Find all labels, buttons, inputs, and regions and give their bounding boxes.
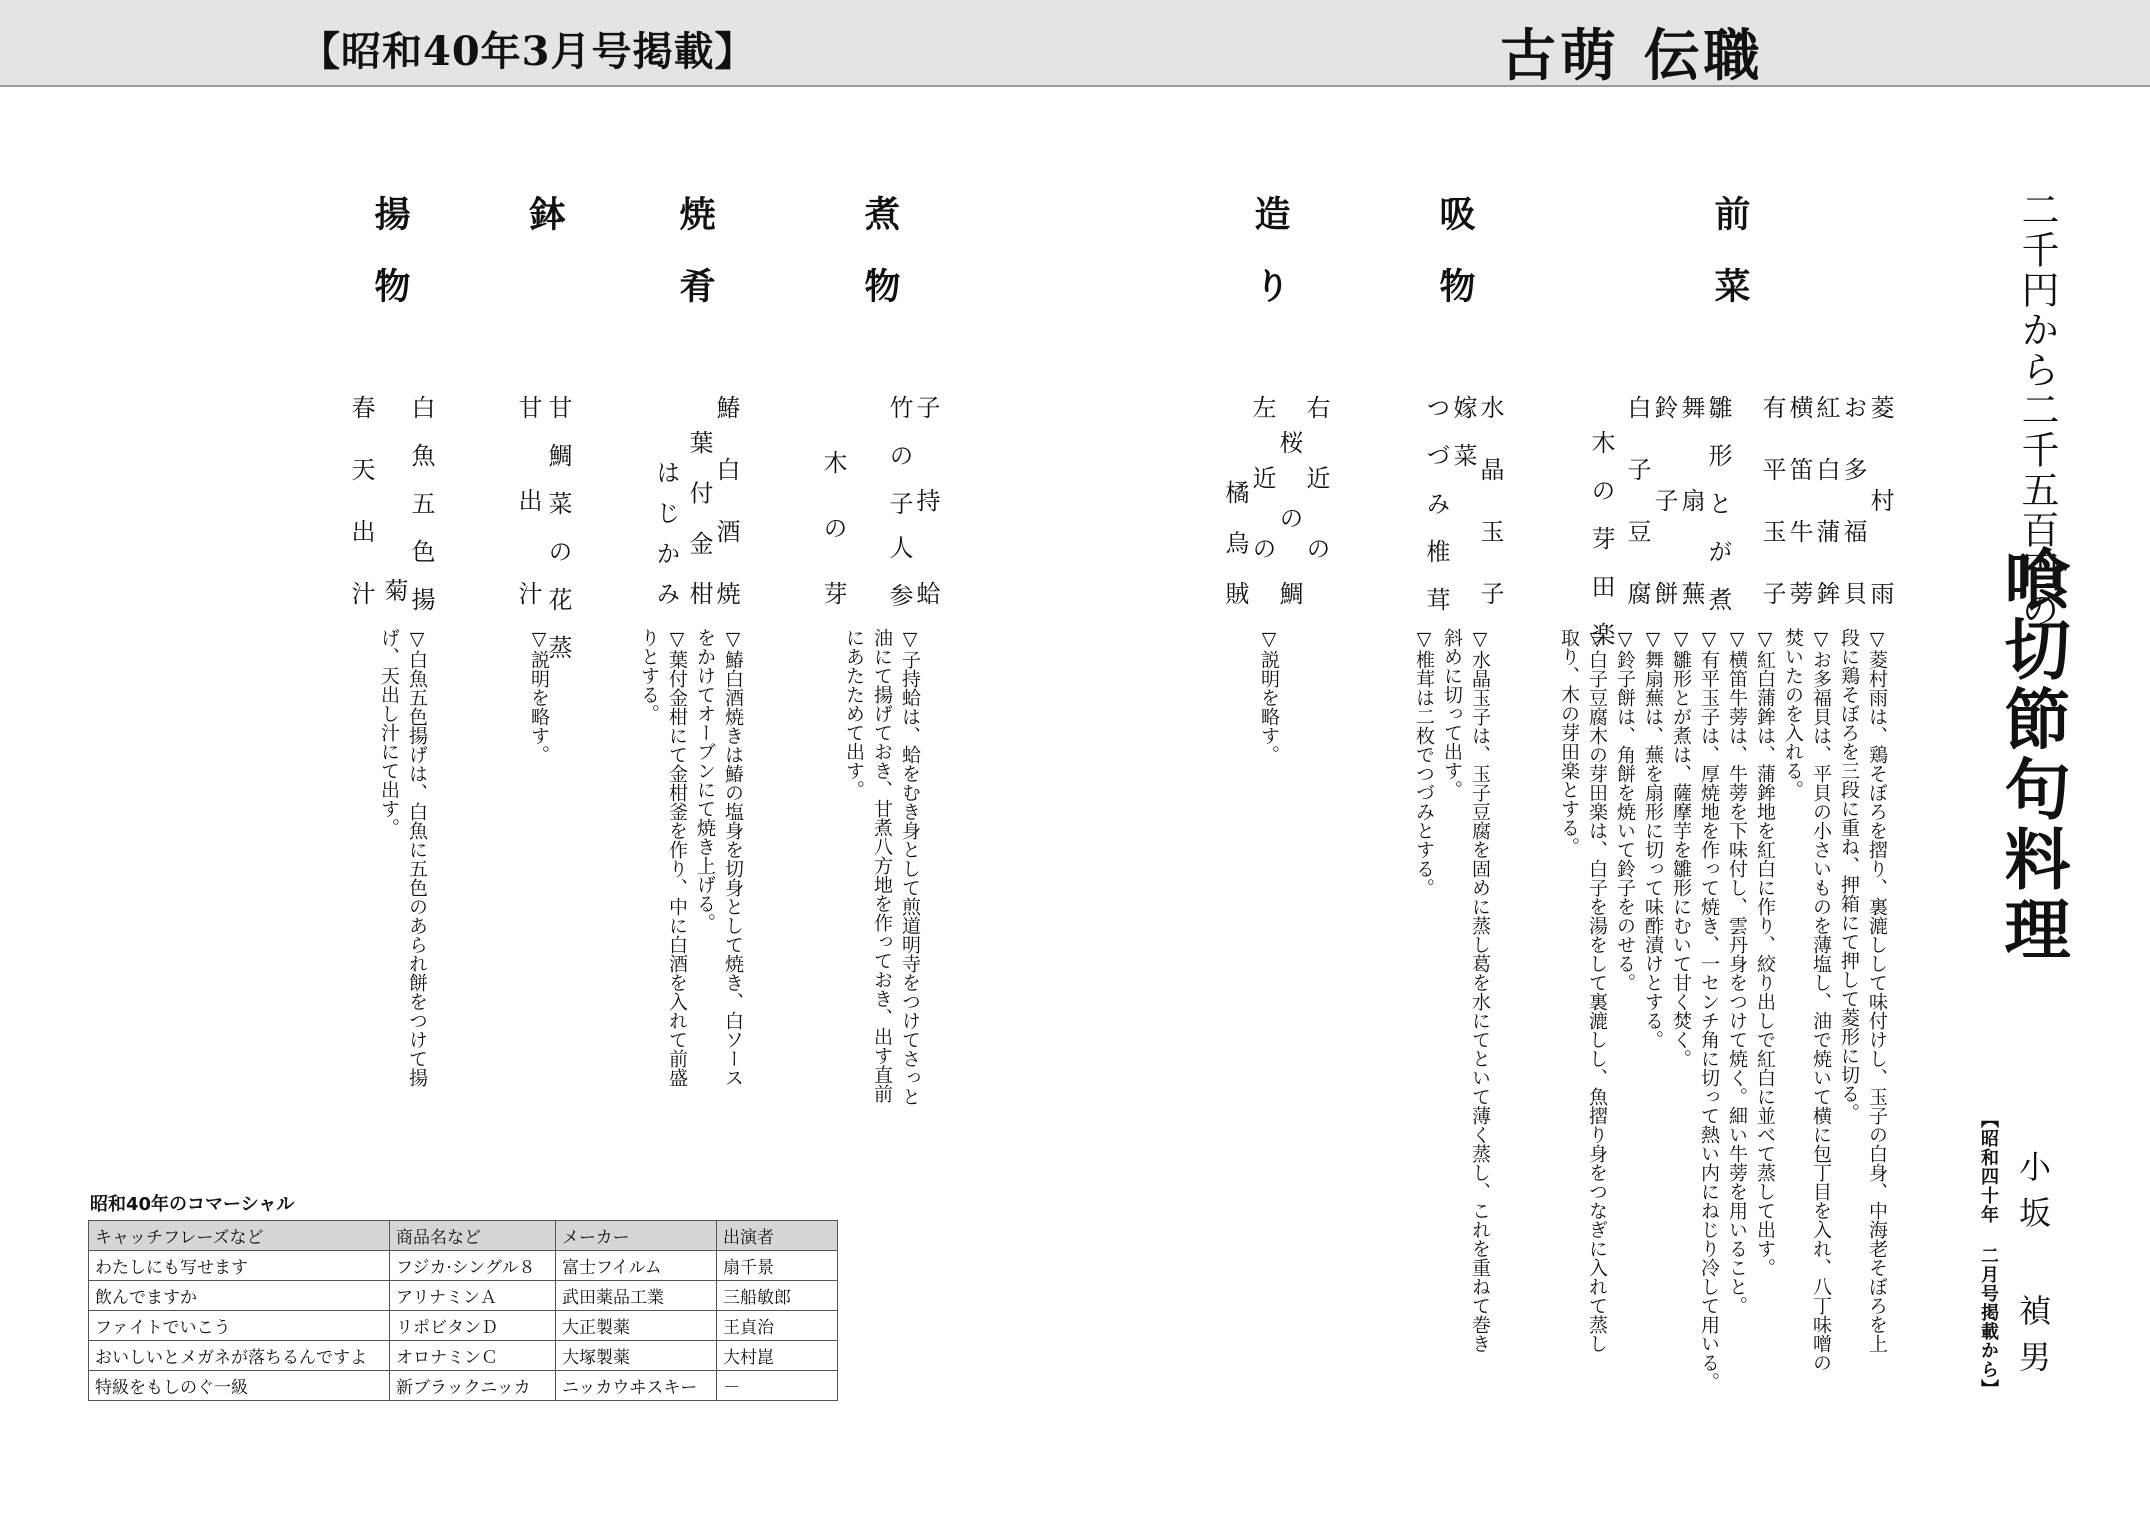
dish-item: 鰆 白 酒 焼 [712, 395, 740, 605]
course-notes: ▽水晶玉子は、玉子豆腐を固めに蒸し葛を水にてといて薄く蒸し、これを重ねて巻き 斜めに切って出す。 ▽椎茸は二枚でつづみとする。 [1413, 628, 1491, 1353]
dish-item: 春 天 出 汁 [347, 395, 375, 605]
table-cell: 大正製薬 [556, 1311, 717, 1341]
course-notes: ▽説明を略す。 [1258, 628, 1280, 764]
course-heading: 鉢 [524, 195, 566, 231]
table-cell: ニッカウヰスキー [556, 1371, 717, 1401]
column-header: キャッチフレーズなど [89, 1221, 390, 1251]
course-notes: ▽説明を略す。 [528, 628, 550, 764]
dish-item: 嫁 菜 [1449, 395, 1477, 467]
course-notes: ▽鰆白酒焼きは鰆の塩身を切身として焼き、白ソース をかけてオーブンにて焼き上げる。 ▽葉付金柑にて金柑釜を作り、中に白酒を入れて前盛 りとする。 [638, 628, 744, 1087]
table-cell: － [717, 1371, 838, 1401]
course-notes: ▽子持蛤は、蛤をむき身として煎道明寺をつけてさっと 油にて揚げておき、甘煮八方地を作っておき、出す直前 にあたためて出す。 [843, 628, 921, 1106]
table-cell: ファイトでいこう [89, 1311, 390, 1341]
table-cell: 扇千景 [717, 1251, 838, 1281]
course-notes: ▽白魚五色揚げは、白魚に五色のあられ餅をつけて揚 げ、天出し汁にて出す。 [378, 628, 428, 1087]
table-cell: オロナミンＣ [390, 1341, 556, 1371]
table-cell: 大塚製薬 [556, 1341, 717, 1371]
course-heading: 煮 物 [859, 195, 901, 303]
article-subtitle: 二千円から二千五百円の [2015, 190, 2059, 630]
dish-item: 舞 扇 蕪 [1677, 395, 1705, 605]
commercials-title: 昭和40年のコマーシャル [90, 1194, 295, 1215]
column-header: 出演者 [717, 1221, 838, 1251]
dish-item: 横 笛 牛 蒡 [1785, 395, 1813, 605]
dish-item: 白 魚 五 色 揚 [407, 395, 435, 611]
table-row [89, 1371, 838, 1401]
dish-item: 有 平 玉 子 [1758, 395, 1786, 605]
column-header: メーカー [556, 1221, 717, 1251]
table-cell: アリナミンＡ [390, 1281, 556, 1311]
table-header-row [89, 1221, 838, 1251]
table-cell: 王貞治 [717, 1311, 838, 1341]
table-cell: 特級をもしのぐ一級 [89, 1371, 390, 1401]
table-cell: わたしにも写せます [89, 1251, 390, 1281]
dish-item: 水 晶 玉 子 [1476, 395, 1504, 605]
table-row [89, 1281, 838, 1311]
dish-item: 橘 烏 賊 [1221, 480, 1249, 605]
table-cell: 新ブラックニッカ [390, 1371, 556, 1401]
course-heading: 焼 肴 [674, 195, 716, 303]
dish-item: 甘 鯛 菜 の 花 蒸 [544, 395, 572, 659]
header-band [0, 0, 2150, 87]
course-heading: 揚 物 [369, 195, 411, 303]
dish-item: 葉 付 金 柑 [685, 430, 713, 605]
dish-item: 竹 の 子 [885, 395, 913, 515]
course-heading: 前 菜 [1709, 195, 1751, 303]
table-row [89, 1311, 838, 1341]
table-cell: リポビタンＤ [390, 1311, 556, 1341]
dish-item: 人 参 [885, 535, 913, 607]
column-header: 商品名など [390, 1221, 556, 1251]
course-heading: 造 り [1249, 195, 1291, 303]
table-row [89, 1251, 838, 1281]
author-name: 小坂 禎男 [2014, 1150, 2052, 1386]
table-cell: フジカ·シングル８ [390, 1251, 556, 1281]
table-cell: 三船敏郎 [717, 1281, 838, 1311]
dish-item: 左 近 の [1248, 395, 1276, 560]
dish-item: つ づ み 椎 茸 [1422, 395, 1450, 611]
dish-item: 鈴 子 餅 [1650, 395, 1678, 605]
dish-item: はじかみ [652, 460, 680, 605]
dish-item: 桜 の 鯛 [1275, 430, 1303, 605]
table-row [89, 1341, 838, 1371]
dish-item: 雛 形 と が 煮 [1704, 395, 1732, 611]
article-title: 喰切節句料理 [1993, 545, 2071, 965]
course-notes: ▽菱村雨は、鶏そぼろを摺り、裏漉しして味付けし、玉子の白身、中海老そぼろを上 段に鶏そぼろを三段に重ね、押箱にて押して菱形に切る。 ▽お多福貝は、平貝の小さいものを薄塩し、油で焼いて横に包丁目を入れ、八丁味噌の 焚いたのを入れる。 ▽紅白蒲鉾は、蒲鉾地を紅白に作り、絞り出しで紅白に並べて蒸して出す。 ▽横笛牛蒡は、牛蒡を下味付し、雲丹身をつけて焼く。細い牛蒡を用いること。 ▽有平玉子は、厚焼地を作って焼き、一センチ角に切って熱い内にねじり冷して用いる。 ▽雛形とが煮は、薩摩芋を雛形にむいて甘く焚く。 ▽舞扇蕪は、蕪を扇形に切って味酢漬けとする。 ▽鈴子餅は、角餅を焼いて鈴子をのせる。 ▽白子豆腐木の芽田楽は、白子を湯をして裏漉しし、魚摺り身をつなぎに入れて蒸し 取り、木の芽田楽とする。 [1558, 628, 1888, 1391]
dish-item: 甘 出 汁 [514, 395, 542, 605]
table-cell: おいしいとメガネが落ちるんですよ [89, 1341, 390, 1371]
dish-item: 菊 [380, 578, 408, 602]
dish-item: 子 持 蛤 [912, 395, 940, 605]
source-note: 【昭和四十年 二月号掲載から】 [1978, 1110, 1999, 1398]
dish-item: お 多 福 貝 [1839, 395, 1867, 605]
issue-label: 【昭和40年3月号掲載】 [300, 28, 756, 75]
dish-item: 右 近 の [1302, 395, 1330, 560]
table-cell: 富士フイルム [556, 1251, 717, 1281]
dish-item: 木 の 芽 [819, 450, 847, 605]
table-cell: 大村崑 [717, 1341, 838, 1371]
table-cell: 飲んでますか [89, 1281, 390, 1311]
dish-item: 菱 村 雨 [1866, 395, 1894, 605]
commercials-table [88, 1220, 838, 1401]
dish-item: 白 子 豆 腐 [1623, 395, 1651, 605]
dish-item: 紅 白 蒲 鉾 [1812, 395, 1840, 605]
course-heading: 吸 物 [1434, 195, 1476, 303]
dish-item: 木 の 芽 田 楽 [1587, 430, 1615, 646]
table-cell: 武田薬品工業 [556, 1281, 717, 1311]
publication-logo: 古萌 伝職 [1500, 23, 1764, 89]
